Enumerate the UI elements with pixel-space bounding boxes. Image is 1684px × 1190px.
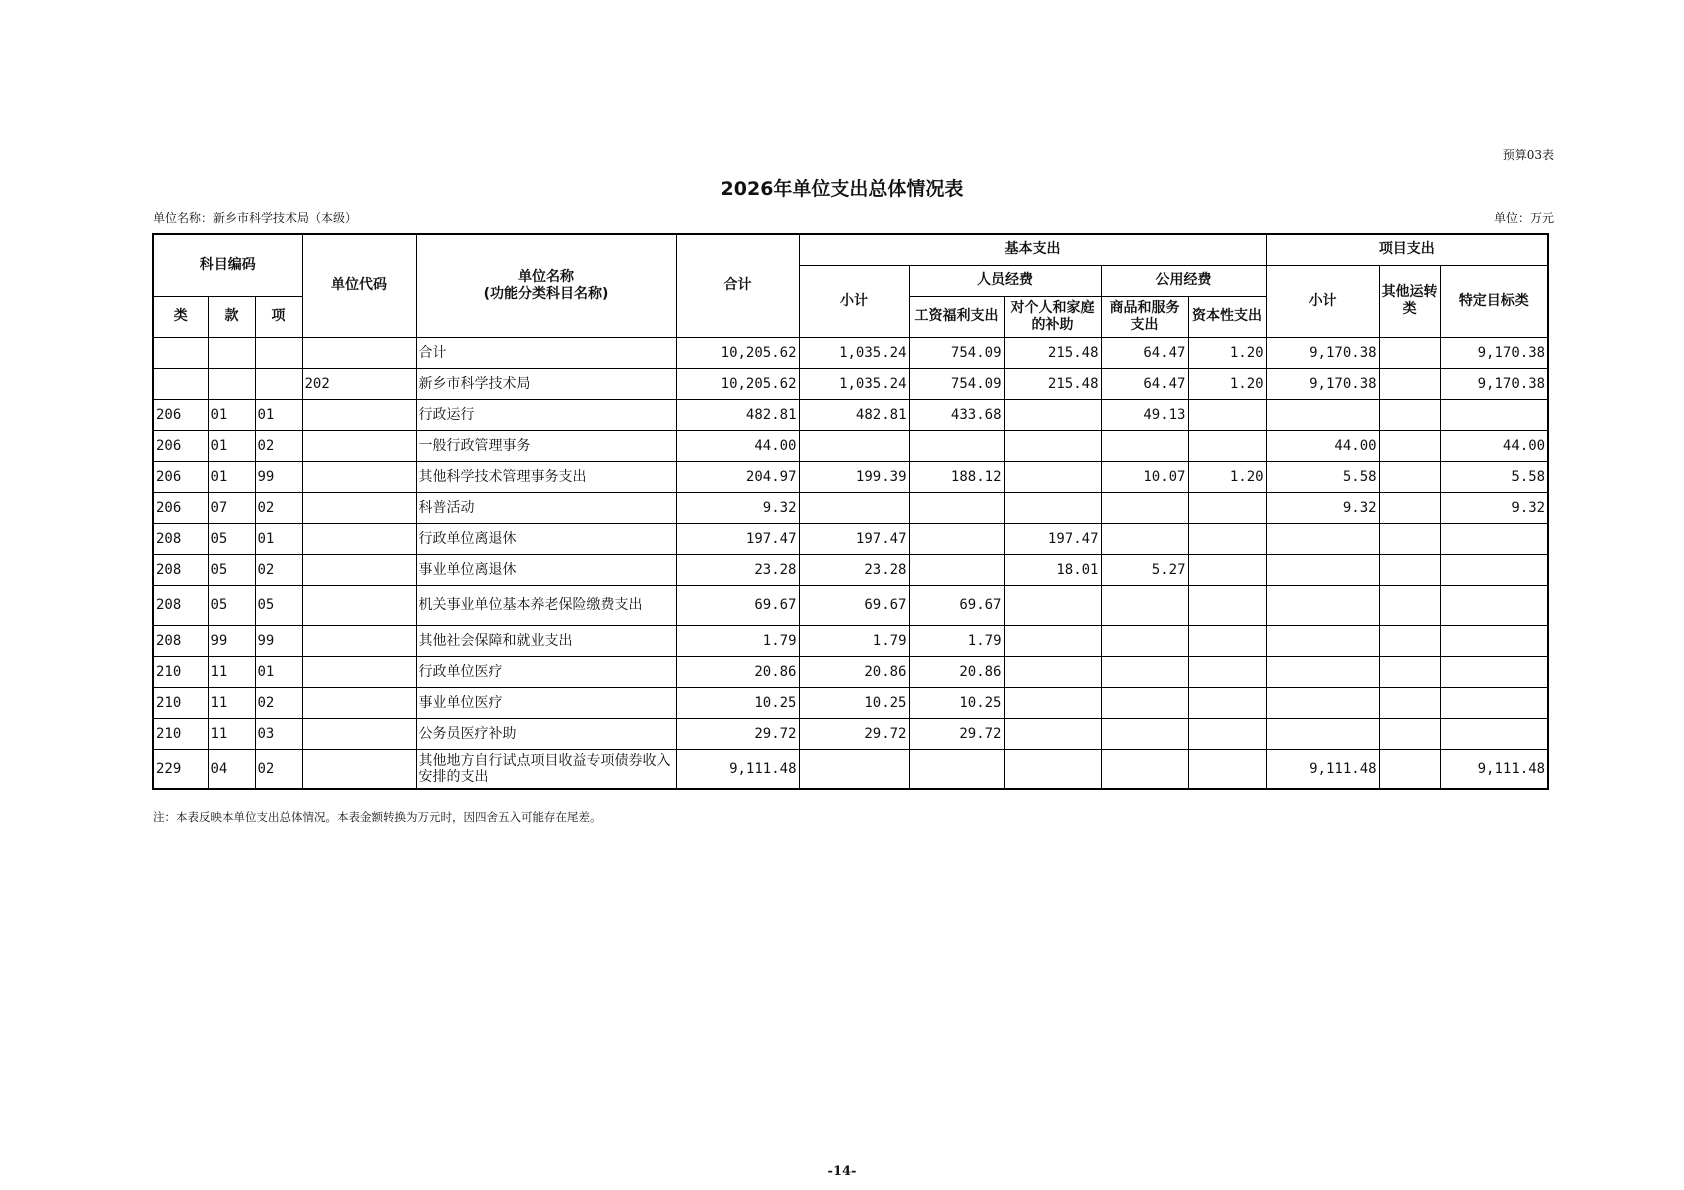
cell-individual-subsidy bbox=[1004, 461, 1101, 492]
cell-xiang: 02 bbox=[255, 430, 302, 461]
cell-xiang bbox=[255, 337, 302, 368]
cell-name: 行政单位离退休 bbox=[416, 523, 676, 554]
expenditure-table bbox=[152, 233, 1549, 790]
cell-unit-code bbox=[302, 749, 416, 789]
cell-xiang: 99 bbox=[255, 625, 302, 656]
cell-goods-services bbox=[1101, 656, 1188, 687]
header-goods-services: 商品和服务支出 bbox=[1101, 296, 1188, 337]
cell-project-subtotal: 9,111.48 bbox=[1266, 749, 1379, 789]
cell-basic-subtotal: 20.86 bbox=[799, 656, 909, 687]
cell-xiang: 05 bbox=[255, 585, 302, 625]
cell-salary bbox=[909, 523, 1004, 554]
cell-xiang bbox=[255, 368, 302, 399]
cell-project-subtotal: 5.58 bbox=[1266, 461, 1379, 492]
cell-kuan: 11 bbox=[208, 718, 255, 749]
cell-kuan: 01 bbox=[208, 430, 255, 461]
cell-lei: 208 bbox=[153, 554, 208, 585]
cell-capital: 1.20 bbox=[1188, 337, 1266, 368]
table-row bbox=[153, 523, 1548, 554]
cell-salary bbox=[909, 492, 1004, 523]
cell-capital bbox=[1188, 554, 1266, 585]
cell-other-transfer bbox=[1379, 687, 1440, 718]
cell-total: 29.72 bbox=[676, 718, 799, 749]
cell-salary: 754.09 bbox=[909, 368, 1004, 399]
cell-other-transfer bbox=[1379, 399, 1440, 430]
form-number: 预算03表 bbox=[1502, 148, 1554, 162]
cell-other-transfer bbox=[1379, 461, 1440, 492]
table-row bbox=[153, 337, 1548, 368]
cell-individual-subsidy bbox=[1004, 656, 1101, 687]
table-row bbox=[153, 585, 1548, 625]
cell-unit-code bbox=[302, 492, 416, 523]
cell-salary: 20.86 bbox=[909, 656, 1004, 687]
header-capital: 资本性支出 bbox=[1188, 296, 1266, 337]
table-row bbox=[153, 749, 1548, 789]
cell-lei: 210 bbox=[153, 687, 208, 718]
header-basic-subtotal: 小计 bbox=[799, 265, 909, 337]
cell-total: 204.97 bbox=[676, 461, 799, 492]
cell-project-subtotal bbox=[1266, 718, 1379, 749]
cell-other-transfer bbox=[1379, 523, 1440, 554]
table-row bbox=[153, 718, 1548, 749]
cell-name: 行政单位医疗 bbox=[416, 656, 676, 687]
cell-unit-code: 202 bbox=[302, 368, 416, 399]
cell-goods-services: 5.27 bbox=[1101, 554, 1188, 585]
table-row bbox=[153, 492, 1548, 523]
header-unit-name-line1: 单位名称 bbox=[518, 268, 574, 285]
cell-salary: 69.67 bbox=[909, 585, 1004, 625]
cell-project-subtotal bbox=[1266, 585, 1379, 625]
cell-specific-target: 44.00 bbox=[1440, 430, 1548, 461]
cell-project-subtotal: 9,170.38 bbox=[1266, 337, 1379, 368]
cell-salary bbox=[909, 749, 1004, 789]
cell-specific-target: 5.58 bbox=[1440, 461, 1548, 492]
cell-capital bbox=[1188, 625, 1266, 656]
header-basic-expense: 基本支出 bbox=[799, 234, 1266, 265]
cell-capital bbox=[1188, 430, 1266, 461]
cell-basic-subtotal: 23.28 bbox=[799, 554, 909, 585]
cell-specific-target bbox=[1440, 523, 1548, 554]
cell-name: 科普活动 bbox=[416, 492, 676, 523]
cell-total: 10.25 bbox=[676, 687, 799, 718]
cell-other-transfer bbox=[1379, 492, 1440, 523]
table-row bbox=[153, 399, 1548, 430]
cell-goods-services bbox=[1101, 492, 1188, 523]
page-number: -14- bbox=[827, 1164, 857, 1179]
cell-goods-services: 49.13 bbox=[1101, 399, 1188, 430]
cell-project-subtotal bbox=[1266, 687, 1379, 718]
cell-other-transfer bbox=[1379, 368, 1440, 399]
cell-name: 事业单位离退休 bbox=[416, 554, 676, 585]
header-project-expense: 项目支出 bbox=[1266, 234, 1548, 265]
table-row bbox=[153, 368, 1548, 399]
cell-other-transfer bbox=[1379, 718, 1440, 749]
cell-specific-target: 9.32 bbox=[1440, 492, 1548, 523]
cell-capital bbox=[1188, 718, 1266, 749]
cell-individual-subsidy bbox=[1004, 585, 1101, 625]
cell-kuan: 05 bbox=[208, 554, 255, 585]
cell-basic-subtotal: 482.81 bbox=[799, 399, 909, 430]
cell-salary bbox=[909, 554, 1004, 585]
table-row bbox=[153, 656, 1548, 687]
cell-unit-code bbox=[302, 687, 416, 718]
cell-unit-code bbox=[302, 718, 416, 749]
cell-basic-subtotal: 10.25 bbox=[799, 687, 909, 718]
cell-kuan: 05 bbox=[208, 523, 255, 554]
cell-capital bbox=[1188, 399, 1266, 430]
cell-individual-subsidy: 18.01 bbox=[1004, 554, 1101, 585]
cell-kuan: 07 bbox=[208, 492, 255, 523]
cell-project-subtotal bbox=[1266, 399, 1379, 430]
header-unit-name-line2: (功能分类科目名称) bbox=[483, 285, 609, 302]
cell-specific-target bbox=[1440, 718, 1548, 749]
header-individual-subsidy: 对个人和家庭的补助 bbox=[1004, 296, 1101, 337]
cell-name: 事业单位医疗 bbox=[416, 687, 676, 718]
cell-individual-subsidy bbox=[1004, 749, 1101, 789]
cell-total: 69.67 bbox=[676, 585, 799, 625]
cell-lei: 210 bbox=[153, 718, 208, 749]
cell-individual-subsidy: 197.47 bbox=[1004, 523, 1101, 554]
cell-other-transfer bbox=[1379, 430, 1440, 461]
cell-specific-target bbox=[1440, 399, 1548, 430]
cell-name: 一般行政管理事务 bbox=[416, 430, 676, 461]
cell-individual-subsidy bbox=[1004, 399, 1101, 430]
cell-basic-subtotal bbox=[799, 492, 909, 523]
cell-total: 197.47 bbox=[676, 523, 799, 554]
cell-unit-code bbox=[302, 554, 416, 585]
cell-specific-target bbox=[1440, 656, 1548, 687]
cell-salary: 433.68 bbox=[909, 399, 1004, 430]
cell-total: 9.32 bbox=[676, 492, 799, 523]
cell-specific-target: 9,170.38 bbox=[1440, 337, 1548, 368]
cell-project-subtotal bbox=[1266, 554, 1379, 585]
cell-project-subtotal: 44.00 bbox=[1266, 430, 1379, 461]
cell-lei: 229 bbox=[153, 749, 208, 789]
cell-goods-services bbox=[1101, 585, 1188, 625]
cell-project-subtotal: 9,170.38 bbox=[1266, 368, 1379, 399]
cell-kuan: 05 bbox=[208, 585, 255, 625]
cell-capital: 1.20 bbox=[1188, 368, 1266, 399]
cell-salary: 29.72 bbox=[909, 718, 1004, 749]
cell-other-transfer bbox=[1379, 585, 1440, 625]
cell-project-subtotal bbox=[1266, 656, 1379, 687]
header-unit-name bbox=[416, 234, 676, 337]
cell-individual-subsidy bbox=[1004, 430, 1101, 461]
cell-salary: 10.25 bbox=[909, 687, 1004, 718]
cell-lei: 208 bbox=[153, 585, 208, 625]
cell-other-transfer bbox=[1379, 625, 1440, 656]
cell-total: 10,205.62 bbox=[676, 368, 799, 399]
cell-salary bbox=[909, 430, 1004, 461]
cell-other-transfer bbox=[1379, 337, 1440, 368]
header-kuan: 款 bbox=[208, 296, 255, 337]
cell-goods-services bbox=[1101, 523, 1188, 554]
cell-xiang: 02 bbox=[255, 749, 302, 789]
cell-other-transfer bbox=[1379, 554, 1440, 585]
cell-xiang: 02 bbox=[255, 492, 302, 523]
cell-total: 9,111.48 bbox=[676, 749, 799, 789]
cell-salary: 1.79 bbox=[909, 625, 1004, 656]
cell-name: 其他社会保障和就业支出 bbox=[416, 625, 676, 656]
cell-xiang: 99 bbox=[255, 461, 302, 492]
cell-specific-target: 9,111.48 bbox=[1440, 749, 1548, 789]
cell-lei bbox=[153, 368, 208, 399]
cell-name: 机关事业单位基本养老保险缴费支出 bbox=[416, 585, 676, 625]
cell-kuan: 04 bbox=[208, 749, 255, 789]
cell-basic-subtotal: 1,035.24 bbox=[799, 368, 909, 399]
cell-xiang: 01 bbox=[255, 523, 302, 554]
cell-xiang: 02 bbox=[255, 687, 302, 718]
cell-project-subtotal bbox=[1266, 625, 1379, 656]
header-other-transfer: 其他运转类 bbox=[1379, 265, 1440, 337]
table-row bbox=[153, 687, 1548, 718]
cell-name: 其他科学技术管理事务支出 bbox=[416, 461, 676, 492]
unit-name-label: 单位名称：新乡市科学技术局（本级） bbox=[153, 211, 358, 225]
cell-goods-services bbox=[1101, 430, 1188, 461]
header-lei: 类 bbox=[153, 296, 208, 337]
cell-capital: 1.20 bbox=[1188, 461, 1266, 492]
currency-unit-label: 单位：万元 bbox=[1493, 211, 1554, 225]
cell-goods-services bbox=[1101, 749, 1188, 789]
table-row bbox=[153, 430, 1548, 461]
cell-capital bbox=[1188, 749, 1266, 789]
cell-goods-services: 64.47 bbox=[1101, 368, 1188, 399]
cell-basic-subtotal bbox=[799, 749, 909, 789]
cell-total: 482.81 bbox=[676, 399, 799, 430]
cell-unit-code bbox=[302, 461, 416, 492]
cell-basic-subtotal: 69.67 bbox=[799, 585, 909, 625]
cell-lei: 210 bbox=[153, 656, 208, 687]
cell-xiang: 03 bbox=[255, 718, 302, 749]
cell-basic-subtotal: 197.47 bbox=[799, 523, 909, 554]
cell-specific-target bbox=[1440, 585, 1548, 625]
header-unit-code: 单位代码 bbox=[302, 234, 416, 337]
cell-total: 44.00 bbox=[676, 430, 799, 461]
cell-individual-subsidy: 215.48 bbox=[1004, 337, 1101, 368]
cell-individual-subsidy bbox=[1004, 687, 1101, 718]
cell-kuan: 01 bbox=[208, 399, 255, 430]
cell-specific-target bbox=[1440, 687, 1548, 718]
cell-project-subtotal bbox=[1266, 523, 1379, 554]
cell-unit-code bbox=[302, 337, 416, 368]
cell-xiang: 01 bbox=[255, 656, 302, 687]
cell-kuan bbox=[208, 337, 255, 368]
cell-goods-services: 10.07 bbox=[1101, 461, 1188, 492]
cell-kuan: 01 bbox=[208, 461, 255, 492]
cell-name: 行政运行 bbox=[416, 399, 676, 430]
cell-xiang: 02 bbox=[255, 554, 302, 585]
cell-basic-subtotal: 1,035.24 bbox=[799, 337, 909, 368]
cell-goods-services bbox=[1101, 625, 1188, 656]
cell-lei: 208 bbox=[153, 523, 208, 554]
cell-individual-subsidy: 215.48 bbox=[1004, 368, 1101, 399]
cell-capital bbox=[1188, 523, 1266, 554]
cell-lei: 206 bbox=[153, 492, 208, 523]
cell-lei: 206 bbox=[153, 399, 208, 430]
cell-basic-subtotal: 199.39 bbox=[799, 461, 909, 492]
cell-lei: 206 bbox=[153, 430, 208, 461]
page-title: 2026年单位支出总体情况表 bbox=[720, 178, 964, 200]
header-public: 公用经费 bbox=[1101, 265, 1266, 296]
cell-capital bbox=[1188, 492, 1266, 523]
cell-other-transfer bbox=[1379, 749, 1440, 789]
cell-basic-subtotal: 1.79 bbox=[799, 625, 909, 656]
cell-lei bbox=[153, 337, 208, 368]
header-personnel: 人员经费 bbox=[909, 265, 1101, 296]
cell-other-transfer bbox=[1379, 656, 1440, 687]
cell-kuan: 99 bbox=[208, 625, 255, 656]
cell-capital bbox=[1188, 687, 1266, 718]
cell-name: 新乡市科学技术局 bbox=[416, 368, 676, 399]
header-total: 合计 bbox=[676, 234, 799, 337]
cell-unit-code bbox=[302, 523, 416, 554]
cell-individual-subsidy bbox=[1004, 625, 1101, 656]
header-subject-code: 科目编码 bbox=[153, 234, 302, 296]
cell-name: 合计 bbox=[416, 337, 676, 368]
cell-name: 其他地方自行试点项目收益专项债券收入安排的支出 bbox=[416, 749, 676, 789]
cell-lei: 208 bbox=[153, 625, 208, 656]
cell-salary: 754.09 bbox=[909, 337, 1004, 368]
cell-basic-subtotal: 29.72 bbox=[799, 718, 909, 749]
cell-unit-code bbox=[302, 625, 416, 656]
cell-capital bbox=[1188, 656, 1266, 687]
cell-kuan: 11 bbox=[208, 656, 255, 687]
cell-project-subtotal: 9.32 bbox=[1266, 492, 1379, 523]
cell-goods-services bbox=[1101, 687, 1188, 718]
cell-unit-code bbox=[302, 656, 416, 687]
cell-capital bbox=[1188, 585, 1266, 625]
cell-kuan: 11 bbox=[208, 687, 255, 718]
cell-unit-code bbox=[302, 399, 416, 430]
cell-individual-subsidy bbox=[1004, 718, 1101, 749]
table-row bbox=[153, 625, 1548, 656]
table-row bbox=[153, 554, 1548, 585]
header-salary: 工资福利支出 bbox=[909, 296, 1004, 337]
cell-unit-code bbox=[302, 430, 416, 461]
cell-lei: 206 bbox=[153, 461, 208, 492]
cell-total: 23.28 bbox=[676, 554, 799, 585]
cell-unit-code bbox=[302, 585, 416, 625]
cell-xiang: 01 bbox=[255, 399, 302, 430]
header-project-subtotal: 小计 bbox=[1266, 265, 1379, 337]
header-xiang: 项 bbox=[255, 296, 302, 337]
cell-specific-target bbox=[1440, 554, 1548, 585]
cell-total: 1.79 bbox=[676, 625, 799, 656]
cell-salary: 188.12 bbox=[909, 461, 1004, 492]
cell-goods-services bbox=[1101, 718, 1188, 749]
cell-basic-subtotal bbox=[799, 430, 909, 461]
cell-total: 10,205.62 bbox=[676, 337, 799, 368]
table-note: 注：本表反映本单位支出总体情况。本表金额转换为万元时，因四舍五入可能存在尾差。 bbox=[153, 810, 602, 824]
cell-specific-target bbox=[1440, 625, 1548, 656]
cell-total: 20.86 bbox=[676, 656, 799, 687]
cell-kuan bbox=[208, 368, 255, 399]
table-row bbox=[153, 461, 1548, 492]
cell-individual-subsidy bbox=[1004, 492, 1101, 523]
cell-name: 公务员医疗补助 bbox=[416, 718, 676, 749]
cell-goods-services: 64.47 bbox=[1101, 337, 1188, 368]
cell-specific-target: 9,170.38 bbox=[1440, 368, 1548, 399]
header-specific-target: 特定目标类 bbox=[1440, 265, 1548, 337]
